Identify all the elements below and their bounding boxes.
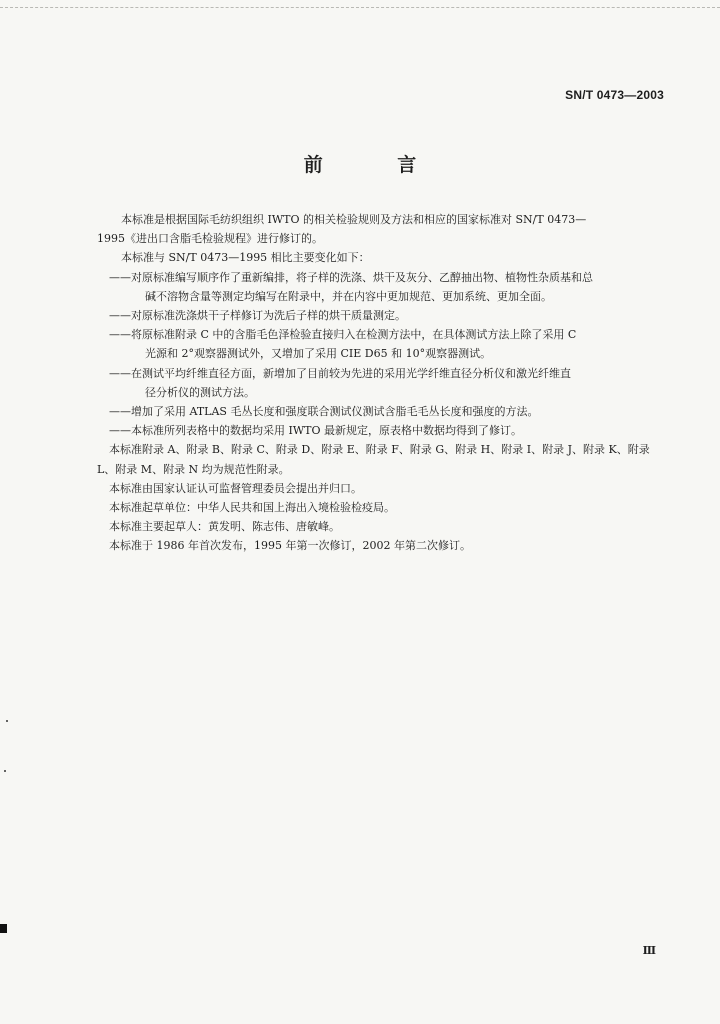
change-item: ——增加了采用 ATLAS 毛丛长度和强度联合测试仪测试含脂毛毛丛长度和强度的方法。 xyxy=(109,405,539,419)
change-item-continuation: 碱不溶物含量等测定均编写在附录中，并在内容中更加规范、更加系统、更加全面。 xyxy=(145,289,552,303)
paragraph-line: 本标准与 SN/T 0473—1995 相比主要变化如下： xyxy=(121,251,370,265)
paragraph-line: 本标准于 1986 年首次发布，1995 年第一次修订，2002 年第二次修订。 xyxy=(109,539,471,553)
paragraph-line: 本标准起草单位：中华人民共和国上海出入境检验检疫局。 xyxy=(109,501,395,515)
paragraph-line: 本标准附录 A、附录 B、附录 C、附录 D、附录 E、附录 F、附录 G、附录 H、附录 I、附录 J、附录 K、附录 xyxy=(109,443,650,457)
standard-code: SN/T 0473—2003 xyxy=(565,88,664,102)
change-item: ——对原标准洗涤烘干子样修订为洗后子样的烘干质量测定。 xyxy=(109,309,406,323)
paragraph-line: 本标准是根据国际毛纺织组织 IWTO 的相关检验规则及方法和相应的国家标准对 SN/T 0473— xyxy=(121,213,587,226)
change-item: ——将原标准附录 C 中的含脂毛色泽检验直接归入在检测方法中，在具体测试方法上除了采用 C xyxy=(109,328,577,342)
paragraph-line: 1995《进出口含脂毛检验规程》进行修订的。 xyxy=(97,232,323,246)
foreword-body xyxy=(97,210,665,556)
paragraph-line: 本标准由国家认证认可监督管理委员会提出并归口。 xyxy=(109,481,362,495)
scan-edge-mark xyxy=(0,924,7,933)
change-item: ——在测试平均纤维直径方面，新增加了目前较为先进的采用光学纤维直径分析仪和激光纤维直 xyxy=(109,366,571,380)
change-item-continuation: 径分析仪的测试方法。 xyxy=(145,385,255,399)
change-item: ——对原标准编写顺序作了重新编排，将子样的洗涤、烘干及灰分、乙醇抽出物、植物性杂质基和总 xyxy=(109,270,593,284)
page-title: 前 言 xyxy=(303,154,451,176)
scan-speck xyxy=(6,720,8,722)
scan-speck xyxy=(4,770,6,772)
paragraph-line: 本标准主要起草人：黄发明、陈志伟、唐敏峰。 xyxy=(109,520,340,534)
page-number: Ⅲ xyxy=(642,944,656,957)
change-item-continuation: 光源和 2°观察器测试外，又增加了采用 CIE D65 和 10°观察器测试。 xyxy=(145,347,492,361)
change-item: ——本标准所列表格中的数据均采用 IWTO 最新规定，原表格中数据均得到了修订。 xyxy=(109,424,522,438)
paragraph-line: L、附录 M、附录 N 均为规范性附录。 xyxy=(97,462,290,476)
top-rule xyxy=(0,7,720,8)
